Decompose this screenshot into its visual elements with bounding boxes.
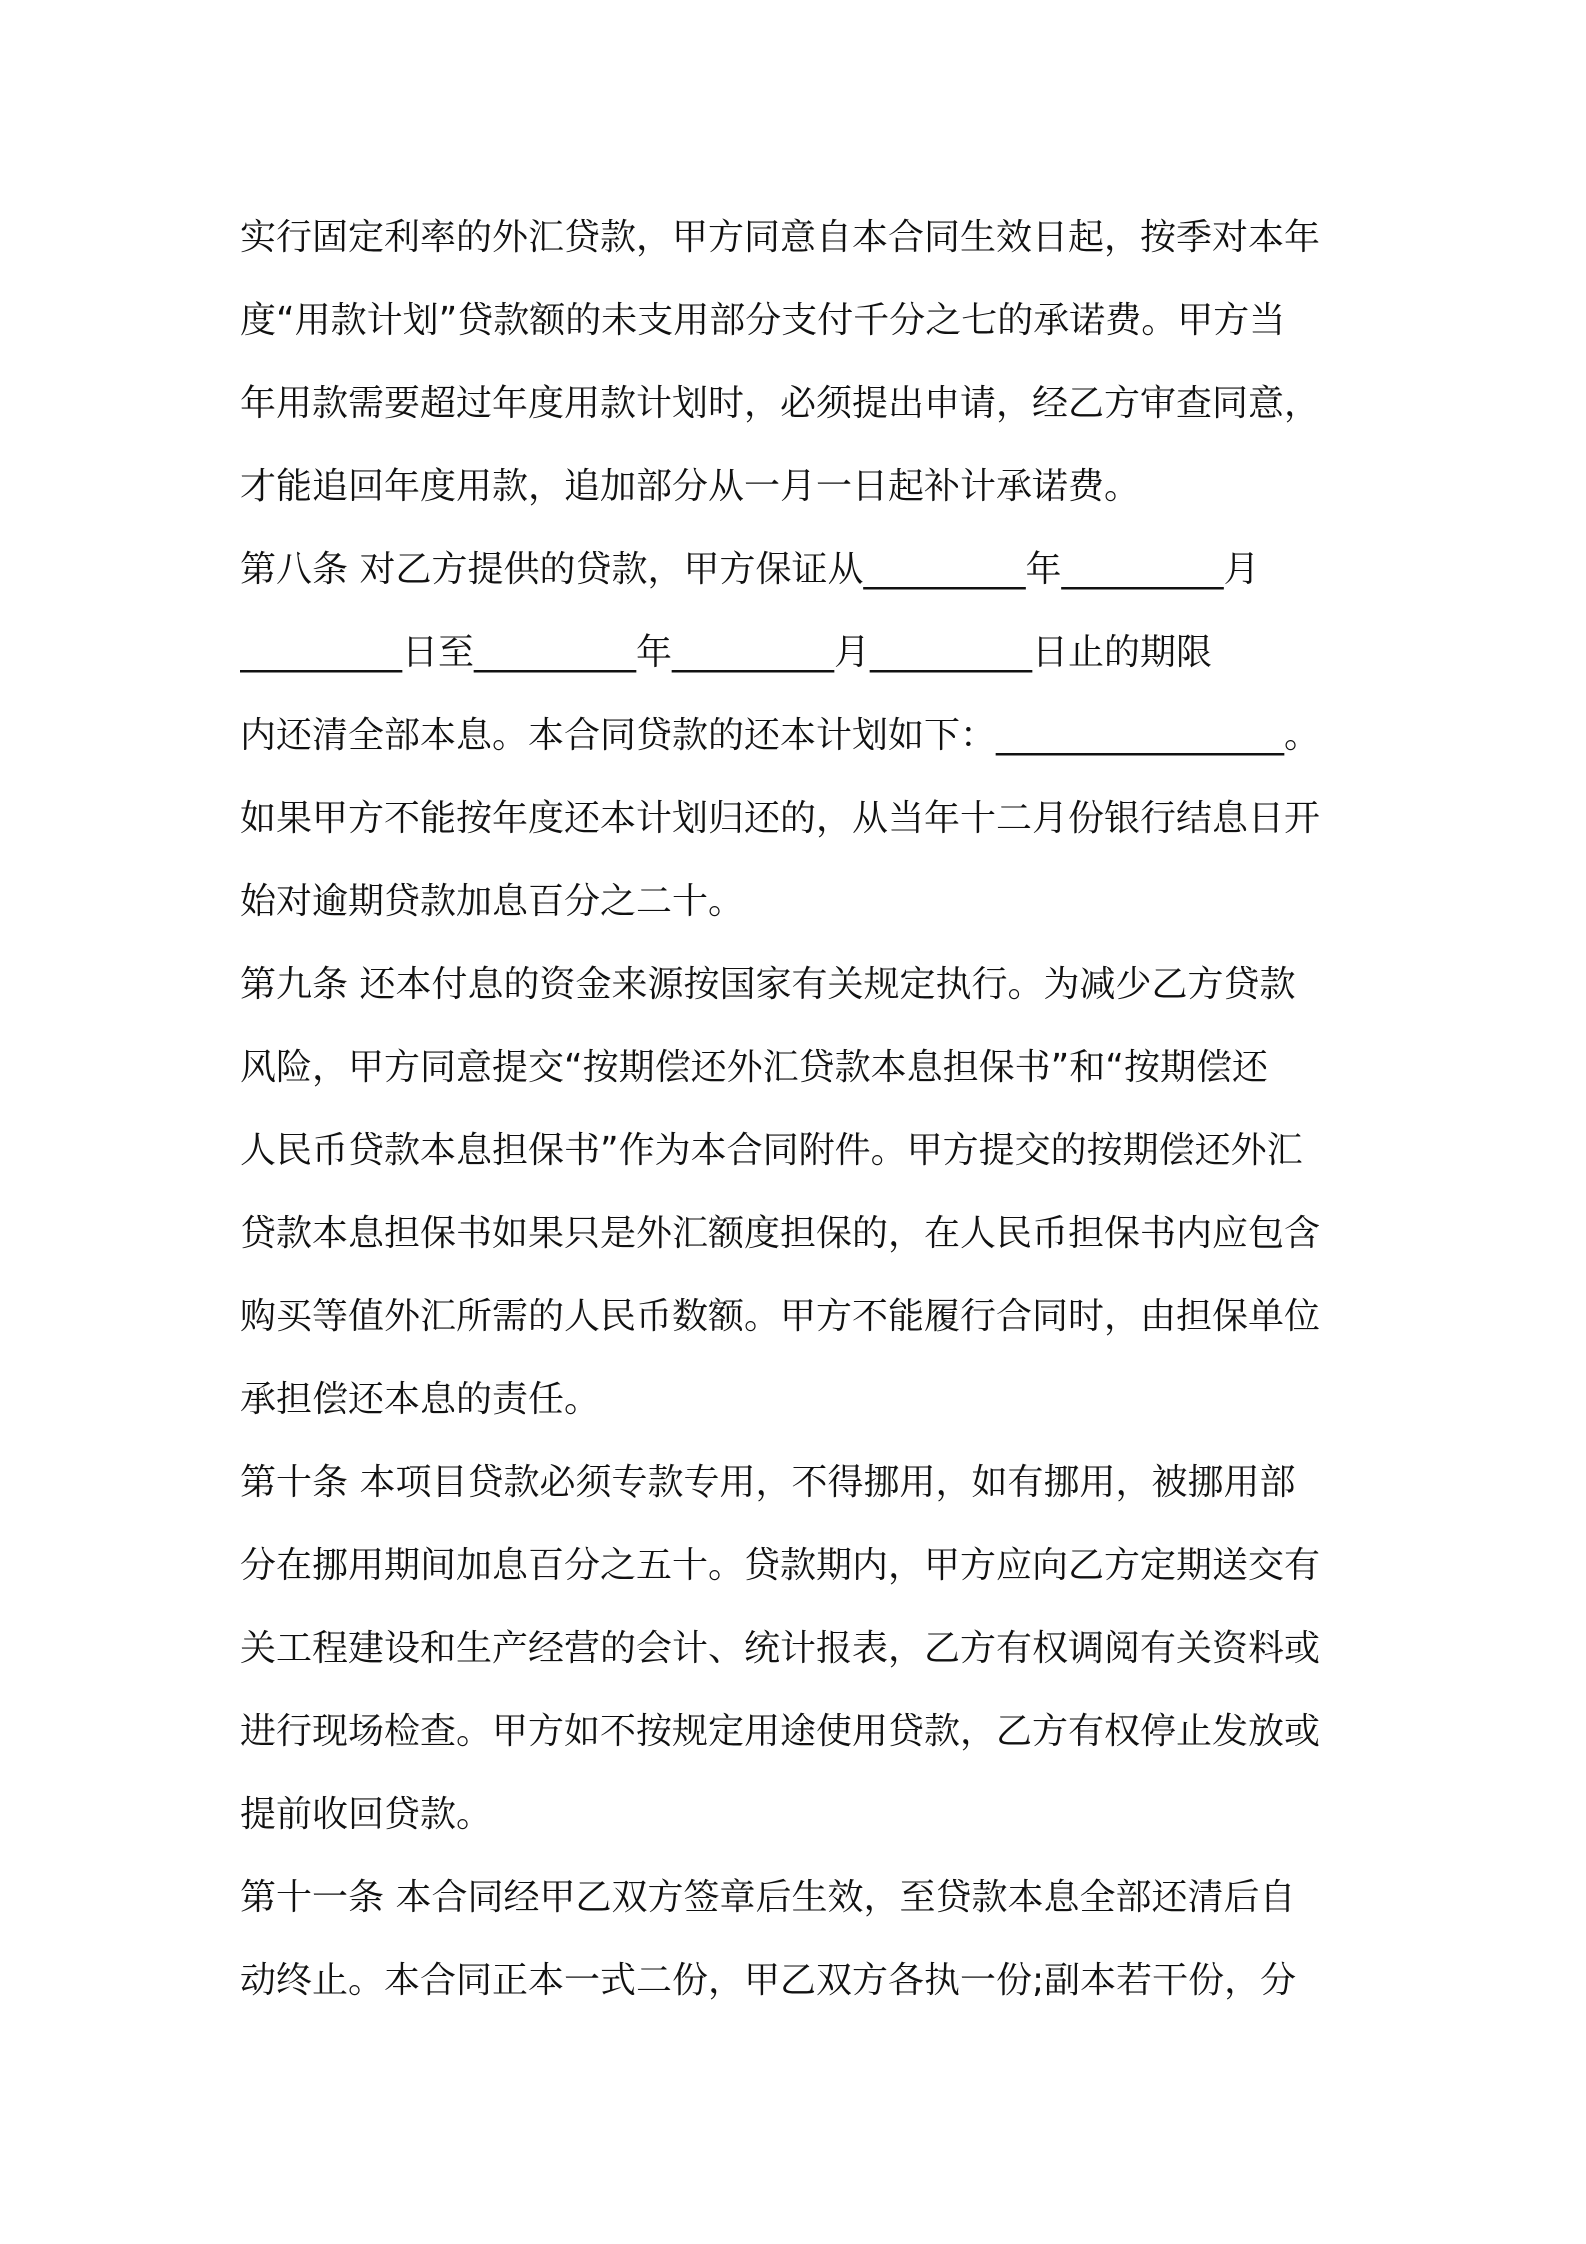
text-line: 始对逾期贷款加息百分之二十。 — [240, 881, 745, 922]
text-line: 风险，甲方同意提交“按期偿还外汇贷款本息担保书”和“按期偿还 — [240, 1047, 1268, 1088]
article-10-heading-line: 第十条 本项目贷款必须专款专用，不得挪用，如有挪用，被挪用部 — [240, 1462, 1296, 1503]
text-line: 如果甲方不能按年度还本计划归还的，从当年十二月份银行结息日开 — [240, 798, 1321, 839]
text-line: 承担偿还本息的责任。 — [240, 1379, 601, 1420]
text-line: 才能追回年度用款，追加部分从一月一日起补计承诺费。 — [240, 466, 1141, 507]
text-line: 内还清全部本息。本合同贷款的还本计划如下：________________。 — [240, 715, 1321, 756]
text-line: 年用款需要超过年度用款计划时，必须提出申请，经乙方审查同意， — [240, 383, 1321, 424]
article-9-heading-line: 第九条 还本付息的资金来源按国家有关规定执行。为减少乙方贷款 — [240, 964, 1296, 1005]
text-line: 度“用款计划”贷款额的未支用部分支付千分之七的承诺费。甲方当 — [240, 300, 1286, 341]
text-line: 提前收回贷款。 — [240, 1794, 493, 1835]
article-8-heading-line: 第八条 对乙方提供的贷款，甲方保证从_________年_________月 — [240, 549, 1260, 590]
text-line: 人民币贷款本息担保书”作为本合同附件。甲方提交的按期偿还外汇 — [240, 1130, 1303, 1171]
text-line: 贷款本息担保书如果只是外汇额度担保的，在人民币担保书内应包含 — [240, 1213, 1321, 1254]
contract-body — [240, 196, 1360, 2022]
text-line: 进行现场检查。甲方如不按规定用途使用贷款，乙方有权停止发放或 — [240, 1711, 1321, 1752]
text-line: 购买等值外汇所需的人民币数额。甲方不能履行合同时，由担保单位 — [240, 1296, 1321, 1337]
article-11-heading-line: 第十一条 本合同经甲乙双方签章后生效，至贷款本息全部还清后自 — [240, 1877, 1296, 1918]
text-line: 关工程建设和生产经营的会计、统计报表，乙方有权调阅有关资料或 — [240, 1628, 1321, 1669]
text-line: 动终止。本合同正本一式二份，甲乙双方各执一份;副本若干份，分 — [240, 1960, 1297, 2001]
text-line: 分在挪用期间加息百分之五十。贷款期内，甲方应向乙方定期送交有 — [240, 1545, 1321, 1586]
text-line: 实行固定利率的外汇贷款，甲方同意自本合同生效日起，按季对本年 — [240, 217, 1321, 258]
text-line: _________日至_________年_________月_________日止的期限 — [240, 632, 1213, 673]
